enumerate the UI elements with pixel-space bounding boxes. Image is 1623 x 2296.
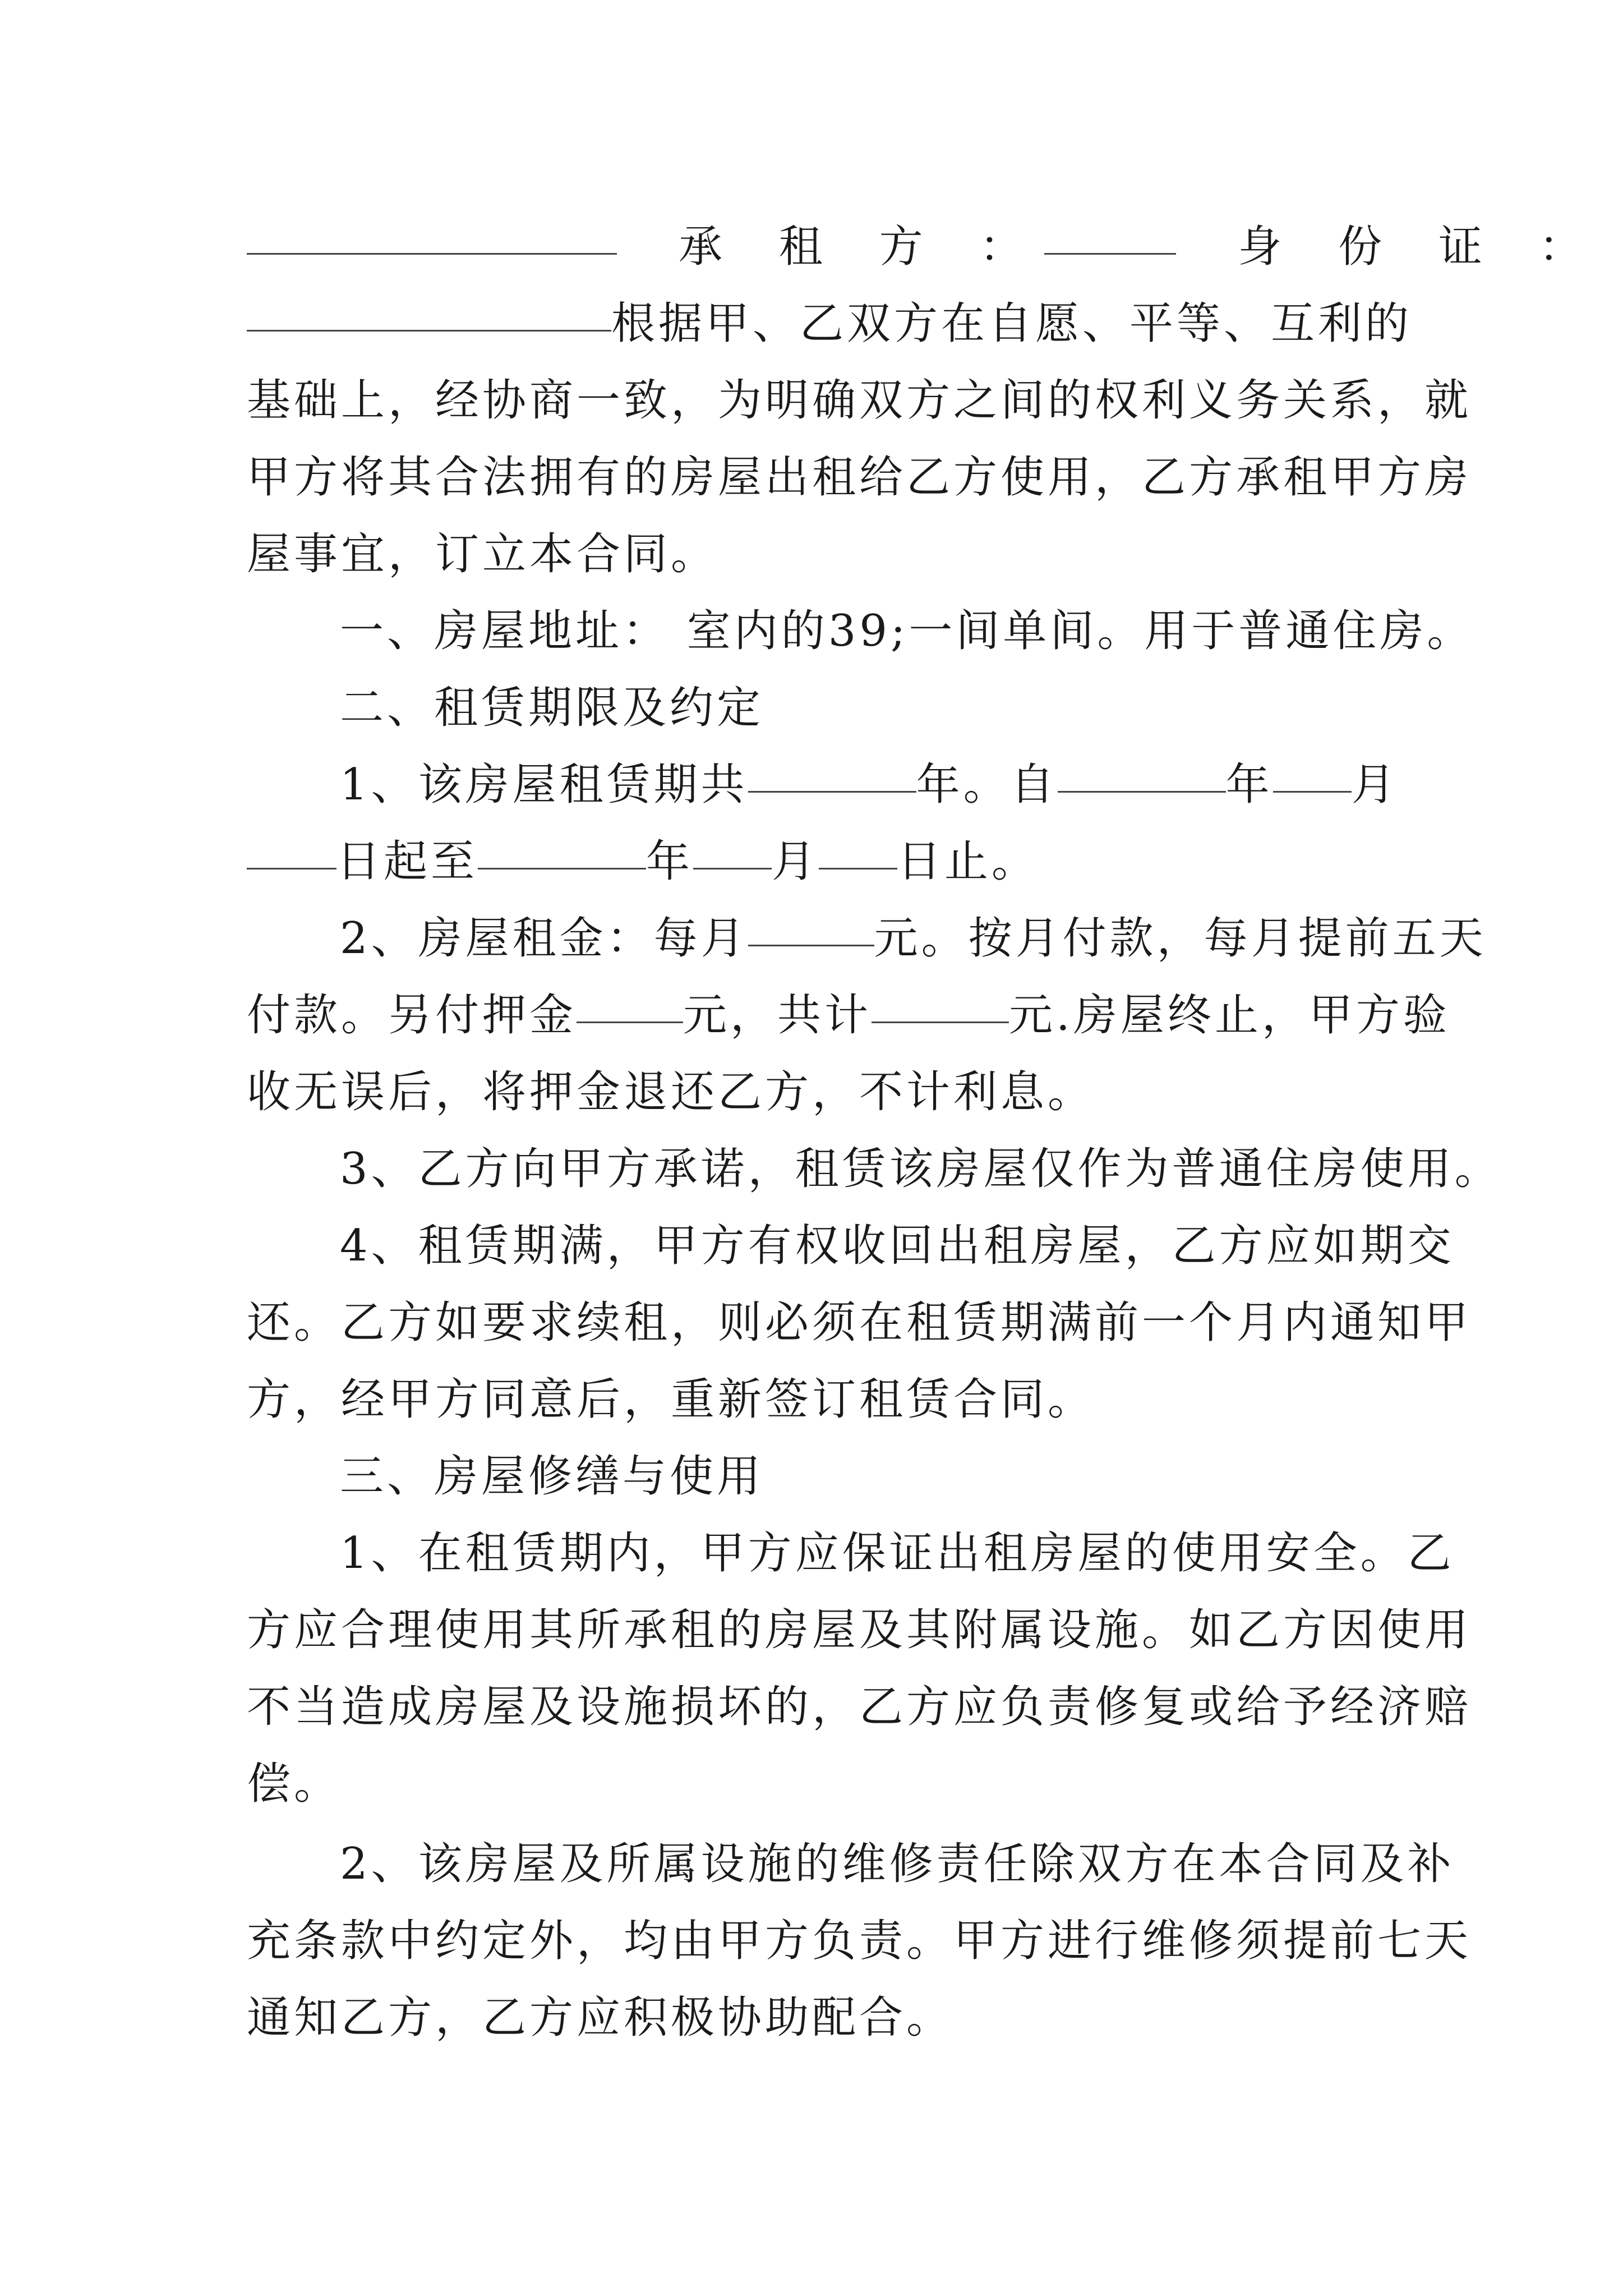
intro-line-3: 甲方将其合法拥有的房屋出租给乙方使用，乙方承租甲方房 [247,452,1472,503]
section-3-item-1-line-4: 偿。 [247,1759,342,1809]
intro-line-2: 基础上，经协商一致，为明确双方之间的权利义务关系，就 [247,375,1472,426]
section-3-item-1-line-1: 1、在租赁期内，甲方应保证出租房屋的使用安全。乙 [340,1528,1455,1579]
tenant-label: 承 租 方 ： [679,222,1045,272]
section-2-item-1-line-2 [247,823,1391,900]
start-month-blank [1273,747,1352,793]
tenant-name-blank [1044,209,1176,255]
end-month-blank [693,824,772,869]
total-text: 元，共计 [683,990,872,1041]
section-3-item-1-line-3: 不当造成房屋及设施损坏的，乙方应负责修复或给予经济赔 [247,1682,1472,1732]
year-unit: 年 [1225,760,1273,810]
total-blank [872,978,1009,1023]
id-card-label: 身 份 证 ： [1238,222,1604,272]
section-1-address: 一、房屋地址： 室内的39;一间单间。用于普通住房。 [340,606,1474,656]
intro-line-1 [247,286,1413,362]
section-2-item-4-line-1: 4、租赁期满，甲方有权收回出租房屋，乙方应如期交 [340,1221,1455,1271]
section-2-item-2-line-3: 收无误后，将押金退还乙方，不计利息。 [247,1067,1095,1117]
lease-term-text: 1、该房屋租赁期共 [340,760,748,810]
section-2-item-4-line-2: 还。乙方如要求续租，则必须在租赁期满前一个月内通知甲 [247,1297,1472,1348]
section-3-item-2-line-3: 通知乙方，乙方应积极协助配合。 [247,1993,954,2043]
contract-body [247,209,1604,2056]
section-2-item-2-line-2 [247,977,1450,1054]
section-3-title: 三、房屋修缮与使用 [340,1451,764,1502]
rent-text: 2、房屋租金：每月 [340,913,748,964]
deposit-blank [577,978,683,1023]
start-to-text: 日起至 [336,836,478,887]
section-2-item-1-line-1 [247,747,1399,823]
month-unit: 月 [1351,760,1399,810]
end-day-blank [819,824,897,869]
lease-years-blank [748,747,916,793]
section-2-item-2-line-1 [247,900,1487,977]
rent-payment-text: 元。按月付款，每月提前五天 [874,913,1487,964]
landlord-id-blank [247,209,617,255]
end-month-unit: 月 [772,836,819,887]
lease-from-text: 年。自 [916,760,1058,810]
section-2-item-4-line-3: 方，经甲方同意后，重新签订租赁合同。 [247,1374,1095,1425]
section-3-item-2-line-1: 2、该房屋及所属设施的维修责任除双方在本合同及补 [340,1839,1455,1889]
end-year-blank [478,824,646,869]
section-3-item-2-line-2: 充条款中约定外，均由甲方负责。甲方进行维修须提前七天 [247,1916,1472,1966]
header-fields-line [247,209,1604,286]
start-day-blank [247,824,336,869]
termination-text: 元.房屋终止，甲方验 [1009,990,1450,1041]
end-year-unit: 年 [646,836,694,887]
monthly-rent-blank [748,901,874,946]
section-3-item-1-line-2: 方应合理使用其所承租的房屋及其附属设施。如乙方因使用 [247,1605,1472,1655]
intro-line-4: 屋事宜，订立本合同。 [247,529,718,579]
tenant-id-blank [247,286,611,332]
section-2-title: 二、租赁期限及约定 [340,683,764,733]
section-2-item-3: 3、乙方向甲方承诺，租赁该房屋仅作为普通住房使用。 [340,1144,1502,1194]
intro-text-1: 根据甲、乙双方在自愿、平等、互利的 [611,298,1413,349]
start-year-blank [1058,747,1226,793]
deposit-text: 付款。另付押金 [247,990,577,1041]
end-day-text: 日止。 [897,836,1039,887]
